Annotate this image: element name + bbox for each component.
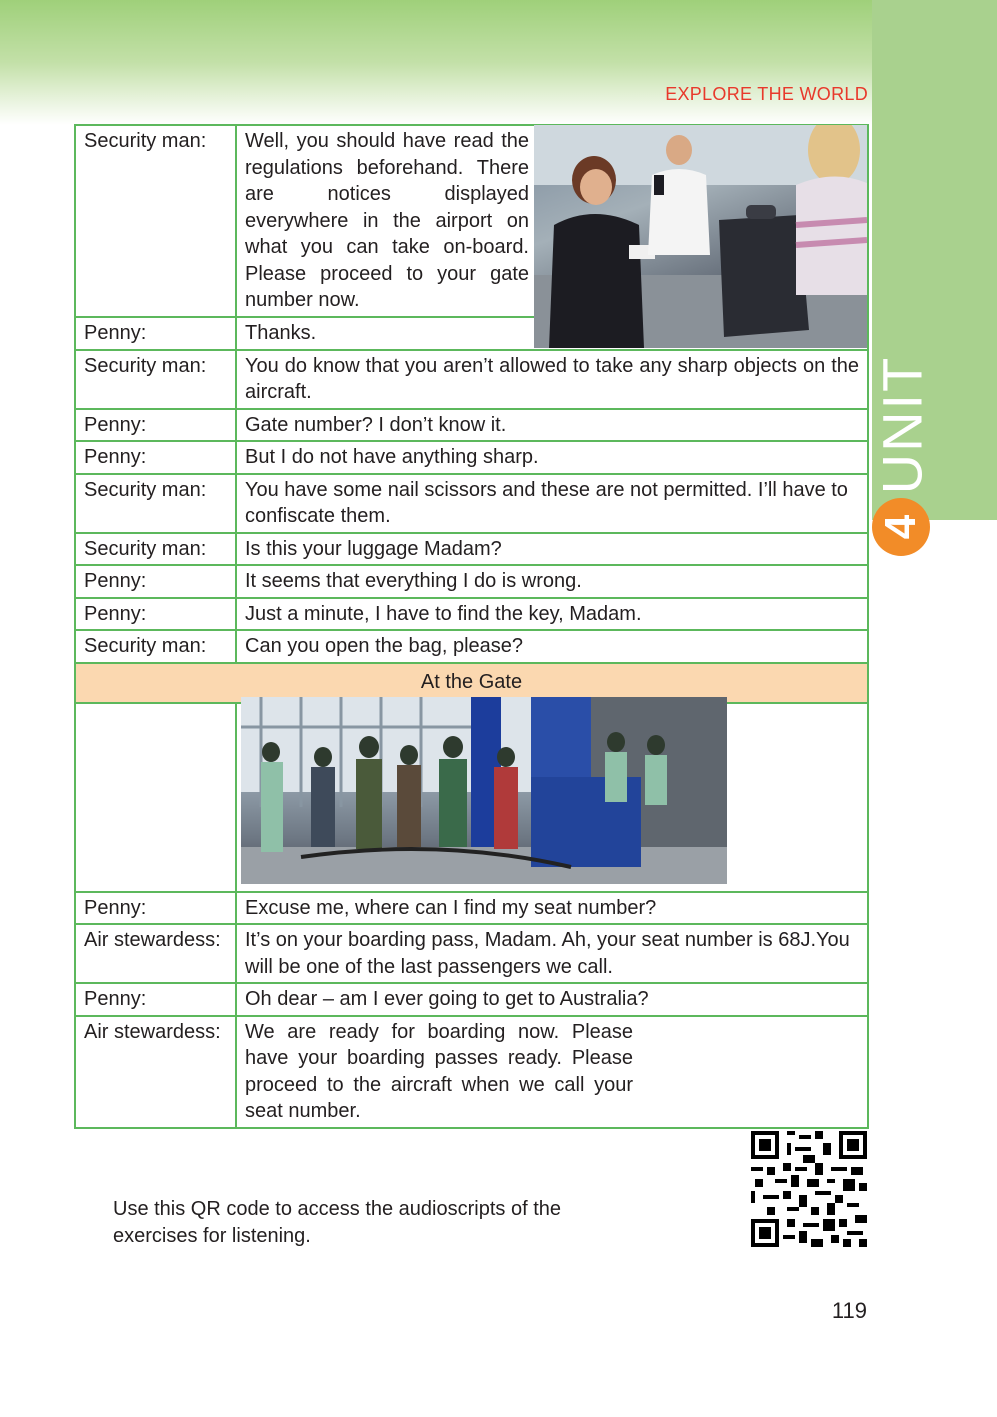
speaker-label: Penny: [75, 983, 236, 1016]
unit-marker [872, 340, 932, 555]
empty-cell [75, 703, 236, 892]
dialogue-line: Gate number? I don’t know it. [236, 409, 868, 442]
speaker-label: Penny: [75, 409, 236, 442]
dialogue-line: Thanks. [236, 317, 868, 350]
dialogue-line: Excuse me, where can I find my seat number? [236, 892, 868, 925]
speaker-label: Penny: [75, 892, 236, 925]
dialogue-line: You have some nail scissors and these are not permitted. I’ll have to confiscate them. [236, 474, 868, 533]
dialogue-line: It’s on your boarding pass, Madam. Ah, your seat number is 68J.You will be one of the last passengers we call. [236, 924, 868, 983]
speaker-label: Penny: [75, 441, 236, 474]
dialogue-row [75, 892, 868, 925]
speaker-label: Penny: [75, 317, 236, 350]
dialogue-row [75, 983, 868, 1016]
dialogue-line: You do know that you aren’t allowed to take any sharp objects on the aircraft. [236, 350, 868, 409]
dialogue-row [75, 630, 868, 663]
boarding-gate-illustration [241, 697, 727, 884]
dialogue-row [75, 924, 868, 983]
dialogue-line: But I do not have anything sharp. [236, 441, 868, 474]
dialogue-row [75, 533, 868, 566]
speaker-label: Penny: [75, 565, 236, 598]
speaker-label: Air stewardess: [75, 1016, 236, 1128]
dialogue-line: Is this your luggage Madam? [236, 533, 868, 566]
dialogue-line: Well, you should have read the regulations beforehand. There are notices displayed everywhere in the airport on what you can take on-board. Please proceed to your gate number now. [236, 125, 868, 317]
dialogue-row [75, 474, 868, 533]
dialogue-line: We are ready for boarding now. Please have your boarding passes ready. Please proceed to the aircraft when we call your seat number. [236, 1016, 868, 1128]
dialogue-row [75, 409, 868, 442]
page-number: 119 [831, 1298, 867, 1323]
speaker-label: Security man: [75, 125, 236, 317]
section-title: EXPLORE THE WORLD [665, 84, 868, 104]
speaker-label: Security man: [75, 350, 236, 409]
dialogue-line: Oh dear – am I ever going to get to Australia? [236, 983, 868, 1016]
speaker-label: Security man: [75, 474, 236, 533]
security-check-illustration [534, 125, 867, 348]
section-heading: At the Gate [75, 663, 868, 703]
dialogue-line: Can you open the bag, please? [236, 630, 868, 663]
speaker-label: Air stewardess: [75, 924, 236, 983]
dialogue-line: It seems that everything I do is wrong. [236, 565, 868, 598]
header-band [0, 0, 872, 125]
speaker-label: Security man: [75, 630, 236, 663]
dialogue-row [75, 598, 868, 631]
dialogue-row [75, 1016, 868, 1128]
qr-code-icon [751, 1131, 867, 1247]
dialogue-row [75, 441, 868, 474]
security-check-photo [534, 125, 867, 348]
qr-code[interactable] [751, 1131, 867, 1247]
dialogue-row [75, 350, 868, 409]
speaker-label: Penny: [75, 598, 236, 631]
speaker-label: Security man: [75, 533, 236, 566]
dialogue-line: Just a minute, I have to find the key, Madam. [236, 598, 868, 631]
boarding-gate-photo [241, 697, 727, 884]
dialogue-row [75, 565, 868, 598]
qr-caption: Use this QR code to access the audioscripts of the exercises for listening. [113, 1198, 561, 1247]
unit-word: UNIT [870, 355, 933, 495]
unit-number-badge: 4 [872, 498, 930, 556]
